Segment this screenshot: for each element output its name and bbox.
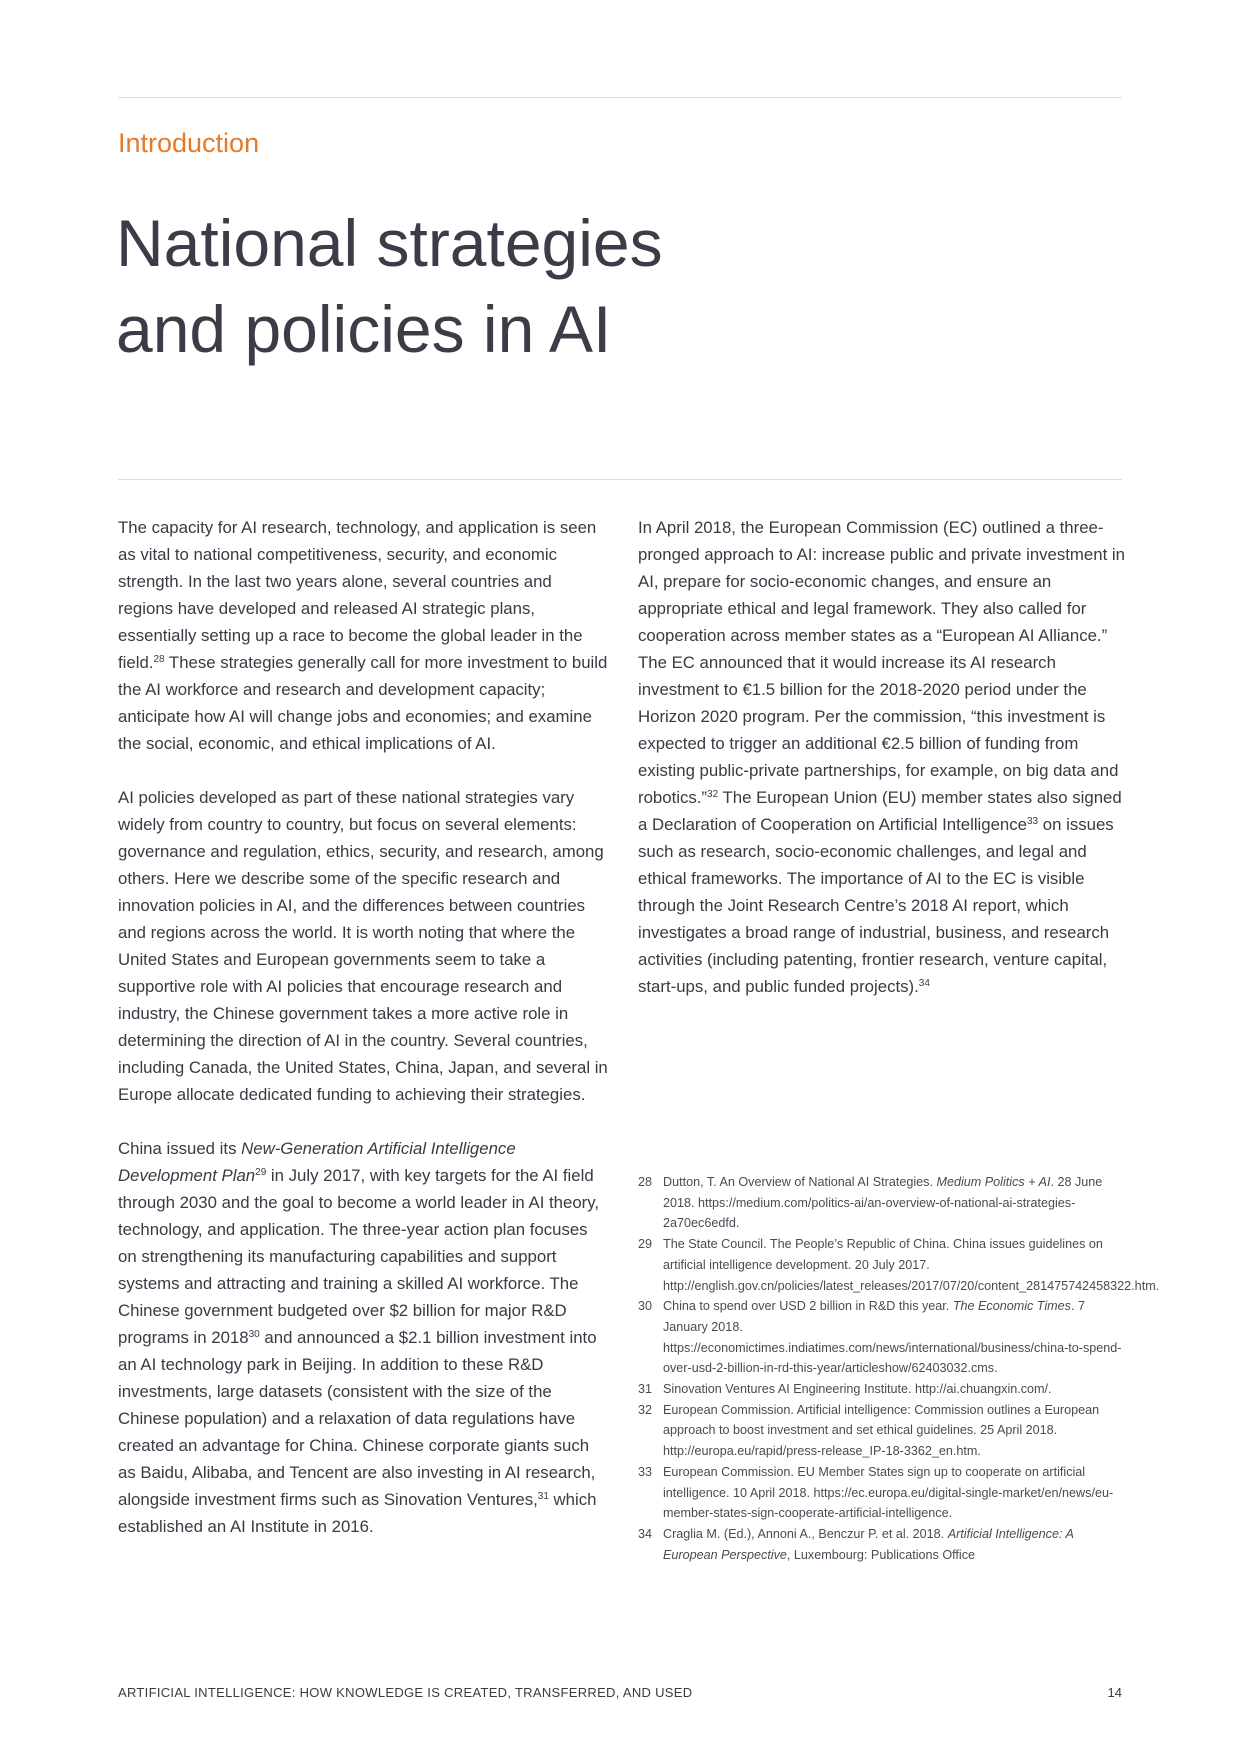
paragraph-capacity: The capacity for AI research, technology, and application is seen as vital to national competitiveness, security, and economic strength. In the last two years alone, several countries and regions have developed and released AI strategic plans, essentially setting up a race to become the global leader in the field.$^{28}$ These strategies generally call for more investment to build the AI workforce and research and development capacity; anticipate how AI will change jobs and economies; and examine the social, economic, and ethical implications of AI. — [118, 518, 608, 753]
title-line-1: National strategies — [116, 206, 663, 280]
plan-title: New-Generation Artificial Intelligence Development Plan — [118, 1139, 516, 1185]
footnote-item: 33 European Commission. EU Member States sign up to cooperate on artificial intelligence. 10 April 2018. https://ec.europa.eu/digital-single-market/en/news/eu-member-states-sign-cooperate-artificial-intelligence. — [638, 1462, 1128, 1524]
title-divider — [118, 479, 1122, 480]
footnote-number: 28 — [638, 1175, 653, 1189]
footnote-ref: 33 — [1027, 816, 1039, 827]
footnote-number: 34 — [638, 1526, 653, 1541]
footnote-item: 34 Craglia M. (Ed.), Annoni A., Benczur P. et al. 2018. Artificial Intelligence: A European Perspective, Luxembourg: Publications Office — [638, 1524, 1128, 1565]
page-number: 14 — [1107, 1685, 1122, 1700]
footnote-number: 32 — [638, 1402, 653, 1417]
footnote-ref: 31 — [537, 1491, 549, 1502]
footnote-ref: 30 — [248, 1329, 260, 1340]
page-title — [116, 200, 936, 372]
footnote-number: 30 — [638, 1299, 653, 1314]
footnote-ref: 28 — [153, 654, 165, 665]
footnote-ref: 29 — [255, 1167, 267, 1178]
footnote-item: 30 China to spend over USD 2 billion in R&D this year. The Economic Times. 7 January 2018. https://economictimes.indiatimes.com/news/international/business/china-to-spend-over-usd-2-billion-in-rd-this-year/articleshow/62403032.cms. — [638, 1296, 1128, 1379]
section-label: Introduction — [118, 128, 260, 158]
footnote-number: 29 — [638, 1237, 653, 1252]
paragraph-china: China issued its New-Generation Artificial Intelligence Development Plan$^{29}$ in July 2017, with key targets for the AI field through 2030 and the goal to become a world leader in AI theory, technology, and application. The three-year action plan focuses on strengthening its manufacturing capabilities and support systems and attracting and training a skilled AI workforce. The Chinese government budgeted over $2 billion for major R&D programs in 2018$^{30}$ and announced a $2.1 billion investment into an AI technology park in Beijing. In addition to these R&D investments, large datasets (consistent with the size of the Chinese population) and a relaxation of data regulations have created an advantage for China. Chinese corporate giants such as Baidu, Alibaba, and Tencent are also investing in AI research, alongside investment firms such as Sinovation Ventures,$^{31}$ which established an AI Institute in 2016. — [118, 1139, 600, 1536]
paragraph-policies: AI policies developed as part of these national strategies vary widely from country to country, but focus on several elements: governance and regulation, ethics, security, and research, among others. Here we describe some of the specific research and innovation policies in AI, and the differences between countries and regions across the world. It is worth noting that where the United States and European governments seem to take a supportive role with AI policies that encourage research and industry, the Chinese government takes a more active role in determining the direction of AI in the country. Several countries, including Canada, the United States, China, Japan, and several in Europe allocate dedicated funding to achieving their strategies. — [118, 788, 608, 1104]
footnote-ref: 32 — [707, 789, 719, 800]
running-footer-title: ARTIFICIAL INTELLIGENCE: HOW KNOWLEDGE IS CREATED, TRANSFERRED, AND USED — [118, 1685, 693, 1700]
footnote-ref: 34 — [918, 978, 930, 989]
footnotes-list — [638, 1172, 1160, 1565]
footnote-number: 33 — [638, 1464, 653, 1479]
title-line-2: and policies in AI — [116, 292, 612, 366]
footnote-item: 31 Sinovation Ventures AI Engineering Institute. http://ai.chuangxin.com/. — [638, 1379, 1128, 1400]
footnote-item: 32 European Commission. Artificial intelligence: Commission outlines a European approach to boost investment and set ethical guidelines. 25 April 2018. http://europa.eu/rapid/press-release_IP-18-3362_en.htm. — [638, 1400, 1128, 1462]
footnote-number: 31 — [638, 1382, 653, 1397]
footnote-item: 29 The State Council. The People’s Republic of China. China issues guidelines on artificial intelligence development. 20 July 2017. http://english.gov.cn/policies/latest_releases/2017/07/20/content_281475742458322.htm. — [638, 1234, 1128, 1296]
footnote-item: 28 Dutton, T. An Overview of National AI Strategies. Medium Politics + AI. 28 June 2018. https://medium.com/politics-ai/an-overview-of-national-ai-strategies-2a70ec6edfd. — [638, 1172, 1128, 1234]
paragraph-european-commission: In April 2018, the European Commission (EC) outlined a three-pronged approach to AI: increase public and private investment in AI, prepare for socio-economic changes, and ensure an appropriate ethical and legal framework. They also called for cooperation across member states as a “European AI Alliance.” The EC announced that it would increase its AI research investment to €1.5 billion for the 2018-2020 period under the Horizon 2020 program. Per the commission, “this investment is expected to trigger an additional €2.5 billion of funding from existing public-private partnerships, for example, on big data and robotics.”$^{32}$ The European Union (EU) member states also signed a Declaration of Cooperation on Artificial Intelligence$^{33}$ on issues such as research, socio-economic challenges, and legal and ethical frameworks. The importance of AI to the EC is visible through the Joint Research Centre’s 2018 AI report, which investigates a broad range of industrial, business, and research activities (including patenting, frontier research, venture capital, start-ups, and public funded projects).$^{34}$ — [638, 518, 1125, 996]
top-divider — [118, 97, 1122, 98]
right-column — [638, 514, 1128, 1027]
left-column — [118, 514, 608, 1567]
